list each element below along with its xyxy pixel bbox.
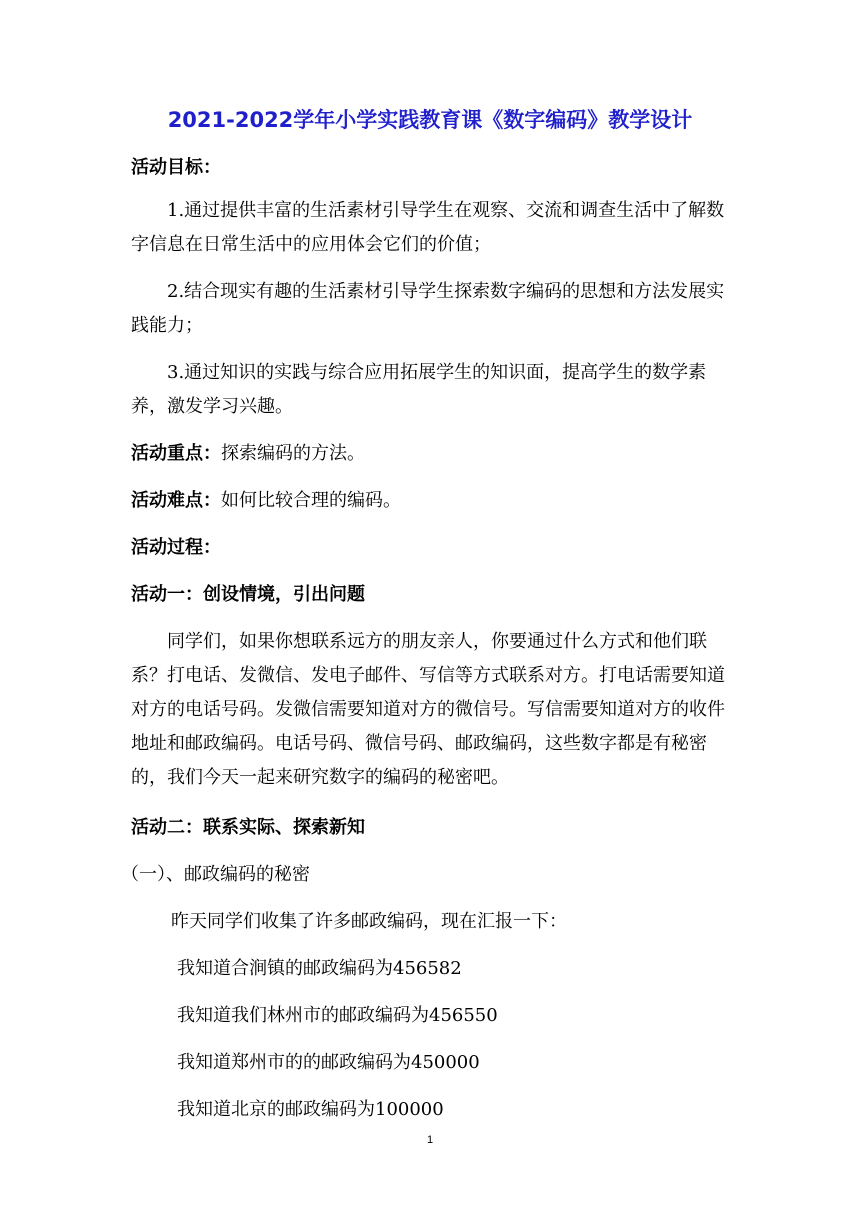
activity1-paragraph: 同学们，如果你想联系远方的朋友亲人，你要通过什么方式和他们联系？打电话、发微信、发电子邮件、写信等方式联系对方。打电话需要知道对方的电话号码。发微信需要知道对方的微信号。写信需要知道对方的收件地址和邮政编码。电话号码、微信号码、邮政编码，这些数字都是有秘密的，我们今天一起来研究数字的编码的秘密吧。 bbox=[131, 631, 725, 788]
objectives-heading: 活动目标： bbox=[131, 157, 221, 178]
difficulty-label: 活动难点： bbox=[131, 490, 221, 511]
section1-label: （一）、邮政编码的秘密 bbox=[121, 864, 310, 885]
document-title: 2021-2022学年小学实践教育课《数字编码》教学设计 bbox=[167, 108, 693, 132]
objective-item-2: 2.结合现实有趣的生活素材引导学生探索数字编码的思想和方法发展实践能力； bbox=[131, 281, 725, 336]
report-line-1: 我知道合涧镇的邮政编码为456582 bbox=[177, 958, 462, 979]
document-body bbox=[121, 151, 731, 1127]
objective-item-1: 1.通过提供丰富的生活素材引导学生在观察、交流和调查生活中了解数字信息在日常生活中的应用体会它们的价值； bbox=[131, 200, 725, 255]
difficulty-text: 如何比较合理的编码。 bbox=[221, 490, 401, 511]
difficulty-line bbox=[131, 484, 731, 518]
process-heading: 活动过程： bbox=[131, 537, 221, 558]
report-intro: 昨天同学们收集了许多邮政编码，现在汇报一下： bbox=[171, 911, 567, 932]
report-line-3: 我知道郑州市的的邮政编码为450000 bbox=[177, 1052, 480, 1073]
report-line-2: 我知道我们林州市的邮政编码为456550 bbox=[177, 1005, 498, 1026]
report-line-4: 我知道北京的邮政编码为100000 bbox=[177, 1099, 444, 1120]
activity1-heading: 活动一：创设情境，引出问题 bbox=[131, 584, 365, 605]
key-point-line bbox=[131, 437, 731, 471]
key-point-text: 探索编码的方法。 bbox=[221, 443, 365, 464]
key-point-label: 活动重点： bbox=[131, 443, 221, 464]
page-number: 1 bbox=[426, 1134, 434, 1146]
objective-item-3: 3.通过知识的实践与综合应用拓展学生的知识面，提高学生的数学素养，激发学习兴趣。 bbox=[131, 362, 707, 417]
activity2-heading: 活动二：联系实际、探索新知 bbox=[131, 817, 365, 838]
